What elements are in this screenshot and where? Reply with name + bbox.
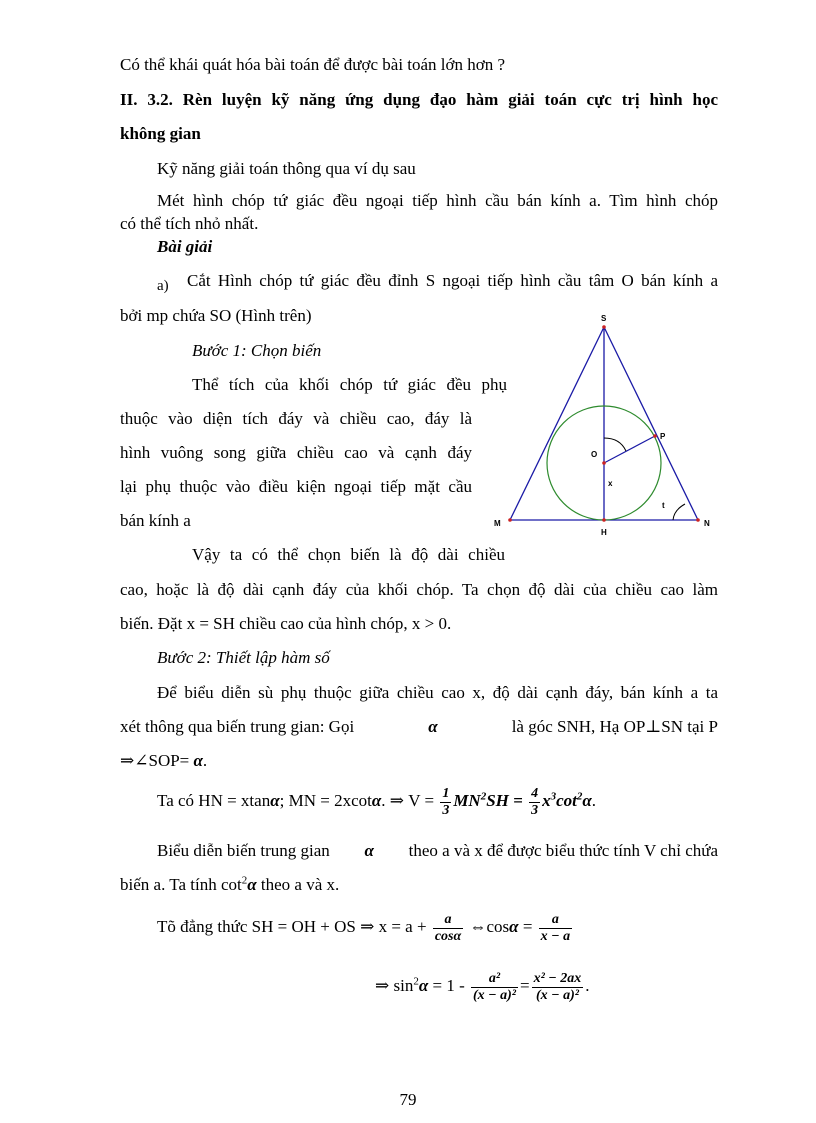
alpha-symbol: α <box>371 791 382 810</box>
alpha-symbol: α <box>582 791 592 810</box>
point-n <box>696 518 700 522</box>
choose-variable-line: biến. Đặt x = SH chiều cao của hình chóp, x > 0. <box>120 614 452 633</box>
fraction-one-third: $\frac{1}{3}$ <box>442 785 450 818</box>
alpha-symbol: α <box>418 976 429 995</box>
page-number: 79 <box>399 1090 417 1109</box>
choose-variable-line: Vậy ta có thể chọn biến là độ dài chiều <box>192 545 505 564</box>
label-o: O <box>591 450 598 459</box>
step2-text: xét thông qua biến trung gian: Gọi <box>120 717 355 736</box>
pyramid-cross-section-figure <box>488 310 728 540</box>
sine-equation: ⇒ $\sin^2\alpha = 1$ - $\frac{\text{a²}}{\text{(x − a)²}}$ = $\frac{\text{x² − 2ax}}{\text{(x − a)²}}$ . <box>375 970 590 1003</box>
step2-line: ⇒∠SOP= α. <box>120 751 208 770</box>
alpha-symbol: α <box>193 751 203 770</box>
step2-line <box>120 717 718 737</box>
label-x: x <box>608 479 613 488</box>
point-o <box>602 461 606 465</box>
part-a-text-cont: bởi mp chứa SO (Hình trên) <box>120 306 312 325</box>
step1-line: thuộc vào diện tích đáy và chiều cao, đáy là <box>120 409 472 428</box>
problem-statement: Mét hình chóp tứ giác đều ngoại tiếp hình cầu bán kính a. Tìm hình chóp <box>157 191 718 210</box>
problem-statement-cont: có thể tích nhỏ nhất. <box>120 214 259 233</box>
bieu-dien-line: Biểu diễn biến trung gian α theo a và x để được biểu thức tính V chỉ chứa <box>157 841 718 860</box>
step2-line: Để biểu diễn sù phụ thuộc giữa chiều cao x, độ dài cạnh đáy, bán kính a ta <box>157 683 718 702</box>
step2-title: Bước 2: Thiết lập hàm số <box>157 648 330 667</box>
alpha-symbol: α <box>247 875 257 894</box>
alpha-symbol: α <box>509 917 519 936</box>
section-heading: II. 3.2. Rèn luyện kỹ năng ứng dụng đạo hàm giải toán cực trị hình học <box>120 90 718 109</box>
bieu-dien-line: biến a. Ta tính $\cot^2\alpha$ theo a và x. <box>120 874 340 894</box>
label-s: S <box>601 314 607 323</box>
solution-label: Bài giải <box>157 237 213 256</box>
triangle-side-sn <box>604 327 698 520</box>
label-n: N <box>704 519 710 528</box>
step1-line: Thể tích của khối chóp tứ giác đều phụ <box>192 375 507 394</box>
step1-title: Bước 1: Chọn biến <box>192 341 322 360</box>
label-h: H <box>601 528 607 537</box>
skill-intro: Kỹ năng giải toán thông qua ví dụ sau <box>157 159 416 178</box>
point-s <box>602 325 606 329</box>
point-p <box>653 434 657 438</box>
section-heading-cont: không gian <box>120 124 201 143</box>
part-a-text: Cắt Hình chóp tứ giác đều đỉnh S ngoại tiếp hình cầu tâm O bán kính a <box>187 271 718 290</box>
label-p: P <box>660 432 666 441</box>
volume-formula: Ta có HN = xtanα; MN = 2xcotα. ⇒ V = $\frac{1}{3}$ $MN^2SH$ = $\frac{4}{3}$ $x^3\cot^2\alpha$. <box>157 785 597 818</box>
label-t: t <box>662 501 665 510</box>
part-a-marker: a) <box>157 278 169 294</box>
step1-line: bán kính a <box>120 511 191 530</box>
alpha-symbol: α <box>364 841 374 860</box>
fraction-a2: $\frac{\text{a²}}{\text{(x − a)²}}$ <box>473 970 517 1003</box>
alpha-symbol: α <box>428 717 438 736</box>
step1-line: lại phụ thuộc vào điều kiện ngoại tiếp mặt cầu <box>120 477 472 496</box>
segment-op <box>604 436 655 463</box>
step1-line: hình vuông song giữa chiều cao và cạnh đáy <box>120 443 472 462</box>
identity-equation: Tõ đẳng thức SH = OH + OS ⇒ x = a + $\frac{a}{\cos\alpha}$ ⇔cosα = $\frac{a}{x - a}$ <box>157 911 571 944</box>
intro-question: Có thể khái quát hóa bài toán để được bài toán lớn hơn ? <box>120 55 506 74</box>
alpha-symbol: α <box>270 791 280 810</box>
triangle-side-sm <box>510 327 604 520</box>
step2-text: là góc SNH, Hạ OP⊥SN tại P <box>511 717 718 736</box>
angle-arc-sop <box>604 438 626 451</box>
choose-variable-line: cao, hoặc là độ dài cạnh đáy của khối chóp. Ta chọn độ dài của chiều cao làm <box>120 580 718 599</box>
fraction-four-thirds: $\frac{4}{3}$ <box>531 785 539 818</box>
fraction-x2: $\frac{\text{x² − 2ax}}{\text{(x − a)²}}$ <box>533 970 582 1003</box>
angle-arc-snh <box>673 504 685 520</box>
point-h <box>602 518 606 522</box>
step2-text: ⇒∠SOP= <box>120 751 190 770</box>
fraction-a-x-minus-a: $\frac{a}{x - a}$ <box>540 911 571 944</box>
point-m <box>508 518 512 522</box>
label-m: M <box>494 519 501 528</box>
fraction-a-cos: $\frac{a}{\cos\alpha}$ <box>434 911 462 944</box>
